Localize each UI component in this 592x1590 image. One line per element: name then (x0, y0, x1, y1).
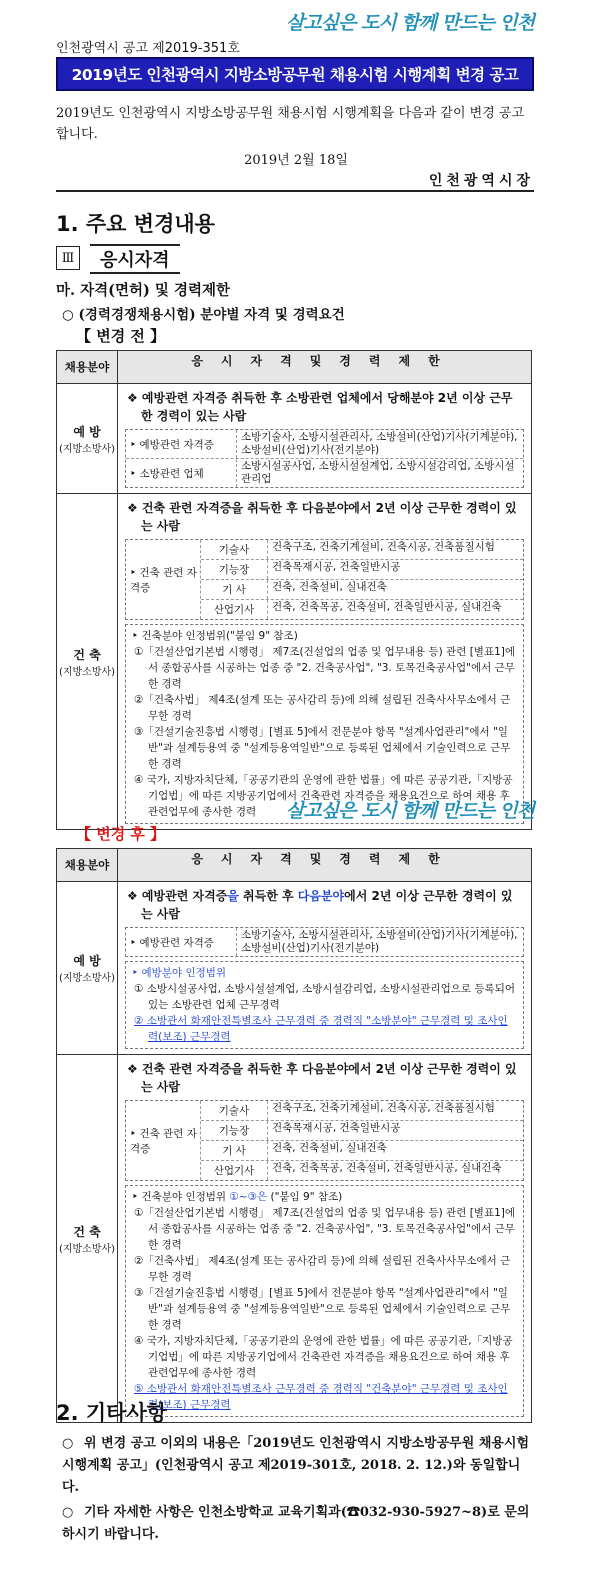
before-table (56, 350, 532, 830)
after-table (56, 848, 532, 1423)
row-label: ‣ 건축 관련 자격증 (126, 540, 201, 619)
after-label: 【 변경 후 】 (76, 825, 166, 843)
license-grade: 기능장 (201, 560, 268, 579)
col-header-field: 채용분야 (57, 849, 118, 882)
license-grade: 기술사 (201, 540, 268, 559)
license-grade: 기능장 (201, 1121, 268, 1140)
building-license-box (125, 539, 524, 620)
license-fields: 건축구조, 건축기계설비, 건축시공, 건축품질시험 (272, 541, 495, 553)
license-fields: 건축, 건축목공, 건축설비, 건축일반시공, 실내건축 (272, 601, 502, 613)
license-fields: 건축목재시공, 건축일반시공 (272, 1122, 401, 1134)
license-row (201, 1141, 523, 1161)
license-fields: 건축, 건축목공, 건축설비, 건축일반시공, 실내건축 (272, 1162, 502, 1174)
scope-item: ②「건축사법」 제4조(설계 또는 공사감리 등)에 의해 설립된 건축사사무소에서 근무한 경력 (134, 694, 511, 722)
scope-item: ②「건축사법」 제4조(설계 또는 공사감리 등)에 의해 설립된 건축사사무소에서 근무한 경력 (134, 1255, 511, 1283)
subsection-item: ○ (경력경쟁채용시험) 분야별 자격 및 경력요건 (62, 307, 345, 323)
scope-title: ‣ 건축분야 인정범위 ①~③은 ("붙임 9" 참조) (132, 1191, 343, 1203)
scope-item: ④ 국가, 지방자치단체,「공공기관의 운영에 관한 법률」에 따른 공공기관,「지방공기업법」에 따른 지방공기업에서 건축관련 자격증을 채용요건으로 하여 채용 후 관련업무에 종사한 경력 (134, 774, 513, 818)
divider (56, 190, 534, 192)
license-row (201, 1101, 523, 1121)
fire-scope-box (125, 961, 524, 1049)
building-scope-box (125, 624, 524, 824)
row-label: ‣ 예방관련 자격증 (126, 430, 237, 458)
license-grade: 기술사 (201, 1101, 268, 1120)
building-scope-box (125, 1185, 524, 1417)
license-row (201, 600, 523, 619)
issuer: 인천광역시장 (428, 173, 534, 189)
cat-building: 건 축 (지방소방사) (57, 494, 118, 830)
intro-text: 2019년도 인천광역시 지방소방공무원 채용시험 시행계획을 다음과 같이 변경 공고합니다. (56, 106, 524, 142)
subsection-title: 마. 자격(면허) 및 경력제한 (56, 282, 230, 299)
row-value: 소방시설공사업, 소방시설설계업, 소방시설감리업, 소방시설관리업 (241, 460, 515, 485)
scope-item-new: ⑤ 소방관서 화재안전특별조사 근무경력 중 경력직 "건축분야" 근무경력 및 조사인력(보조) 근무경력 (134, 1383, 508, 1411)
scope-item: ③「건설기술진흥법 시행령」[별표 5]에서 전문분야 항목 "설계사업관리"에서 "일반"과 설계등용역 중 "설계등용역일반"으로 등록된 업체에서 기술인력으로 근무한 경력 (134, 1287, 511, 1331)
building-requirement: ❖ 건축 관련 자격증을 취득한 후 다음분야에서 2년 이상 근무한 경력이 있는 사람 (127, 501, 517, 533)
license-row (201, 1161, 523, 1180)
license-fields: 건축구조, 건축기계설비, 건축시공, 건축품질시험 (272, 1102, 495, 1114)
notice-date: 2019년 2월 18일 (244, 153, 348, 168)
scope-item: ①「건설산업기본법 시행령」 제7조(건설업의 업종 및 업무내용 등) 관련 [별표1]에서 종합공사를 시공하는 업종 중 "2. 건축공사업", "3. 토목건축공사업"에서 근무한 경력 (134, 646, 516, 690)
col-header-qualification: 응시자격및경력제한 (118, 849, 532, 882)
fire-requirement: ❖ 예방관련 자격증 취득한 후 소방관련 업체에서 당해분야 2년 이상 근무한 경력이 있는 사람 (127, 391, 513, 423)
fire-requirement: ❖ 예방관련 자격증을 취득한 후 다음분야에서 2년 이상 근무한 경력이 있는 사람 (127, 889, 513, 921)
notice-title: 2019년도 인천광역시 지방소방공무원 채용시험 시행계획 변경 공고 (56, 57, 534, 91)
row-value: 소방기술사, 소방시설관리사, 소방설비(산업)기사(기계분야), 소방설비(산업)기사(전기분야) (241, 929, 518, 954)
license-fields: 건축, 건축설비, 실내건축 (272, 1142, 387, 1154)
scope-item: ① 소방시설공사업, 소방시설설계업, 소방시설감리업, 소방시설관리업으로 등록되어 있는 소방관련 업체 근무경력 (134, 983, 515, 1011)
license-fields: 건축, 건축설비, 실내건축 (272, 581, 387, 593)
row-value: 소방기술사, 소방시설관리사, 소방설비(산업)기사(기계분야), 소방설비(산업)기사(전기분야) (241, 431, 518, 456)
scope-title: ‣ 예방분야 인정범위 (132, 967, 227, 979)
license-row (201, 1121, 523, 1141)
scope-item: ①「건설산업기본법 시행령」 제7조(건설업의 업종 및 업무내용 등) 관련 [별표1]에서 종합공사를 시공하는 업종 중 "2. 건축공사업", "3. 토목건축공사업"에서 근무한 경력 (134, 1207, 516, 1251)
col-header-field: 채용분야 (57, 351, 118, 384)
note-item: ○ 위 변경 공고 이외의 내용은「2019년도 인천광역시 지방소방공무원 채용시험 시행계획 공고」(인천광역시 공고 제2019-301호, 2018. 2. 12.)와 동일합니다. (62, 1436, 530, 1495)
license-grade: 기 사 (201, 580, 268, 599)
row-label: ‣ 예방관련 자격증 (126, 928, 237, 956)
license-row (201, 560, 523, 580)
city-slogan-logo: 살고싶은 도시 함께 만드는 인천 (285, 800, 534, 822)
row-label: ‣ 건축 관련 자격증 (126, 1101, 201, 1180)
scope-item: ③「건설기술진흥법 시행령」[별표 5]에서 전문분야 항목 "설계사업관리"에서 "일반"과 설계등용역 중 "설계등용역일반"으로 등록된 업체에서 기술인력으로 근무한 경력 (134, 726, 511, 770)
fire-license-box (125, 429, 524, 488)
cat-fire-prevention: 예 방 (지방소방사) (57, 384, 118, 494)
building-license-box (125, 1100, 524, 1181)
license-row (201, 580, 523, 600)
row-label: ‣ 소방관련 업체 (126, 459, 237, 487)
before-label: 【 변경 전 】 (76, 327, 166, 345)
note-item: ○ 기타 자세한 사항은 인천소방학교 교육기획과(☎032-930-5927~8)로 문의하시기 바랍니다. (62, 1505, 530, 1542)
cat-building: 건 축 (지방소방사) (57, 1055, 118, 1423)
scope-item-new: ② 소방관서 화재안전특별조사 근무경력 중 경력직 "소방분야" 근무경력 및 조사인력(보조) 근무경력 (134, 1015, 508, 1043)
license-grade: 기 사 (201, 1141, 268, 1160)
scope-title: ‣ 건축분야 인정범위("붙임 9" 참조) (132, 630, 298, 642)
license-grade: 산업기사 (201, 1161, 268, 1180)
notice-number: 인천광역시 공고 제2019-351호 (56, 41, 240, 56)
section-2-title: 2. 기타사항 (56, 1401, 168, 1425)
col-header-qualification: 응시자격및경력제한 (118, 351, 532, 384)
license-grade: 산업기사 (201, 600, 268, 619)
cat-fire-prevention: 예 방 (지방소방사) (57, 882, 118, 1055)
section-1-title: 1. 주요 변경내용 (56, 212, 215, 236)
fire-license-box (125, 927, 524, 957)
city-slogan-logo: 살고싶은 도시 함께 만드는 인천 (285, 12, 534, 34)
license-row (201, 540, 523, 560)
building-requirement: ❖ 건축 관련 자격증을 취득한 후 다음분야에서 2년 이상 근무한 경력이 있는 사람 (127, 1062, 517, 1094)
scope-item: ④ 국가, 지방자치단체,「공공기관의 운영에 관한 법률」에 따른 공공기관,「지방공기업법」에 따른 지방공기업에서 건축관련 자격증을 채용요건으로 하여 채용 후 관련업무에 종사한 경력 (134, 1335, 513, 1379)
license-fields: 건축목재시공, 건축일반시공 (272, 561, 401, 573)
chapter-title: 응시자격 (90, 244, 180, 274)
roman-numeral: Ⅲ (56, 246, 80, 270)
